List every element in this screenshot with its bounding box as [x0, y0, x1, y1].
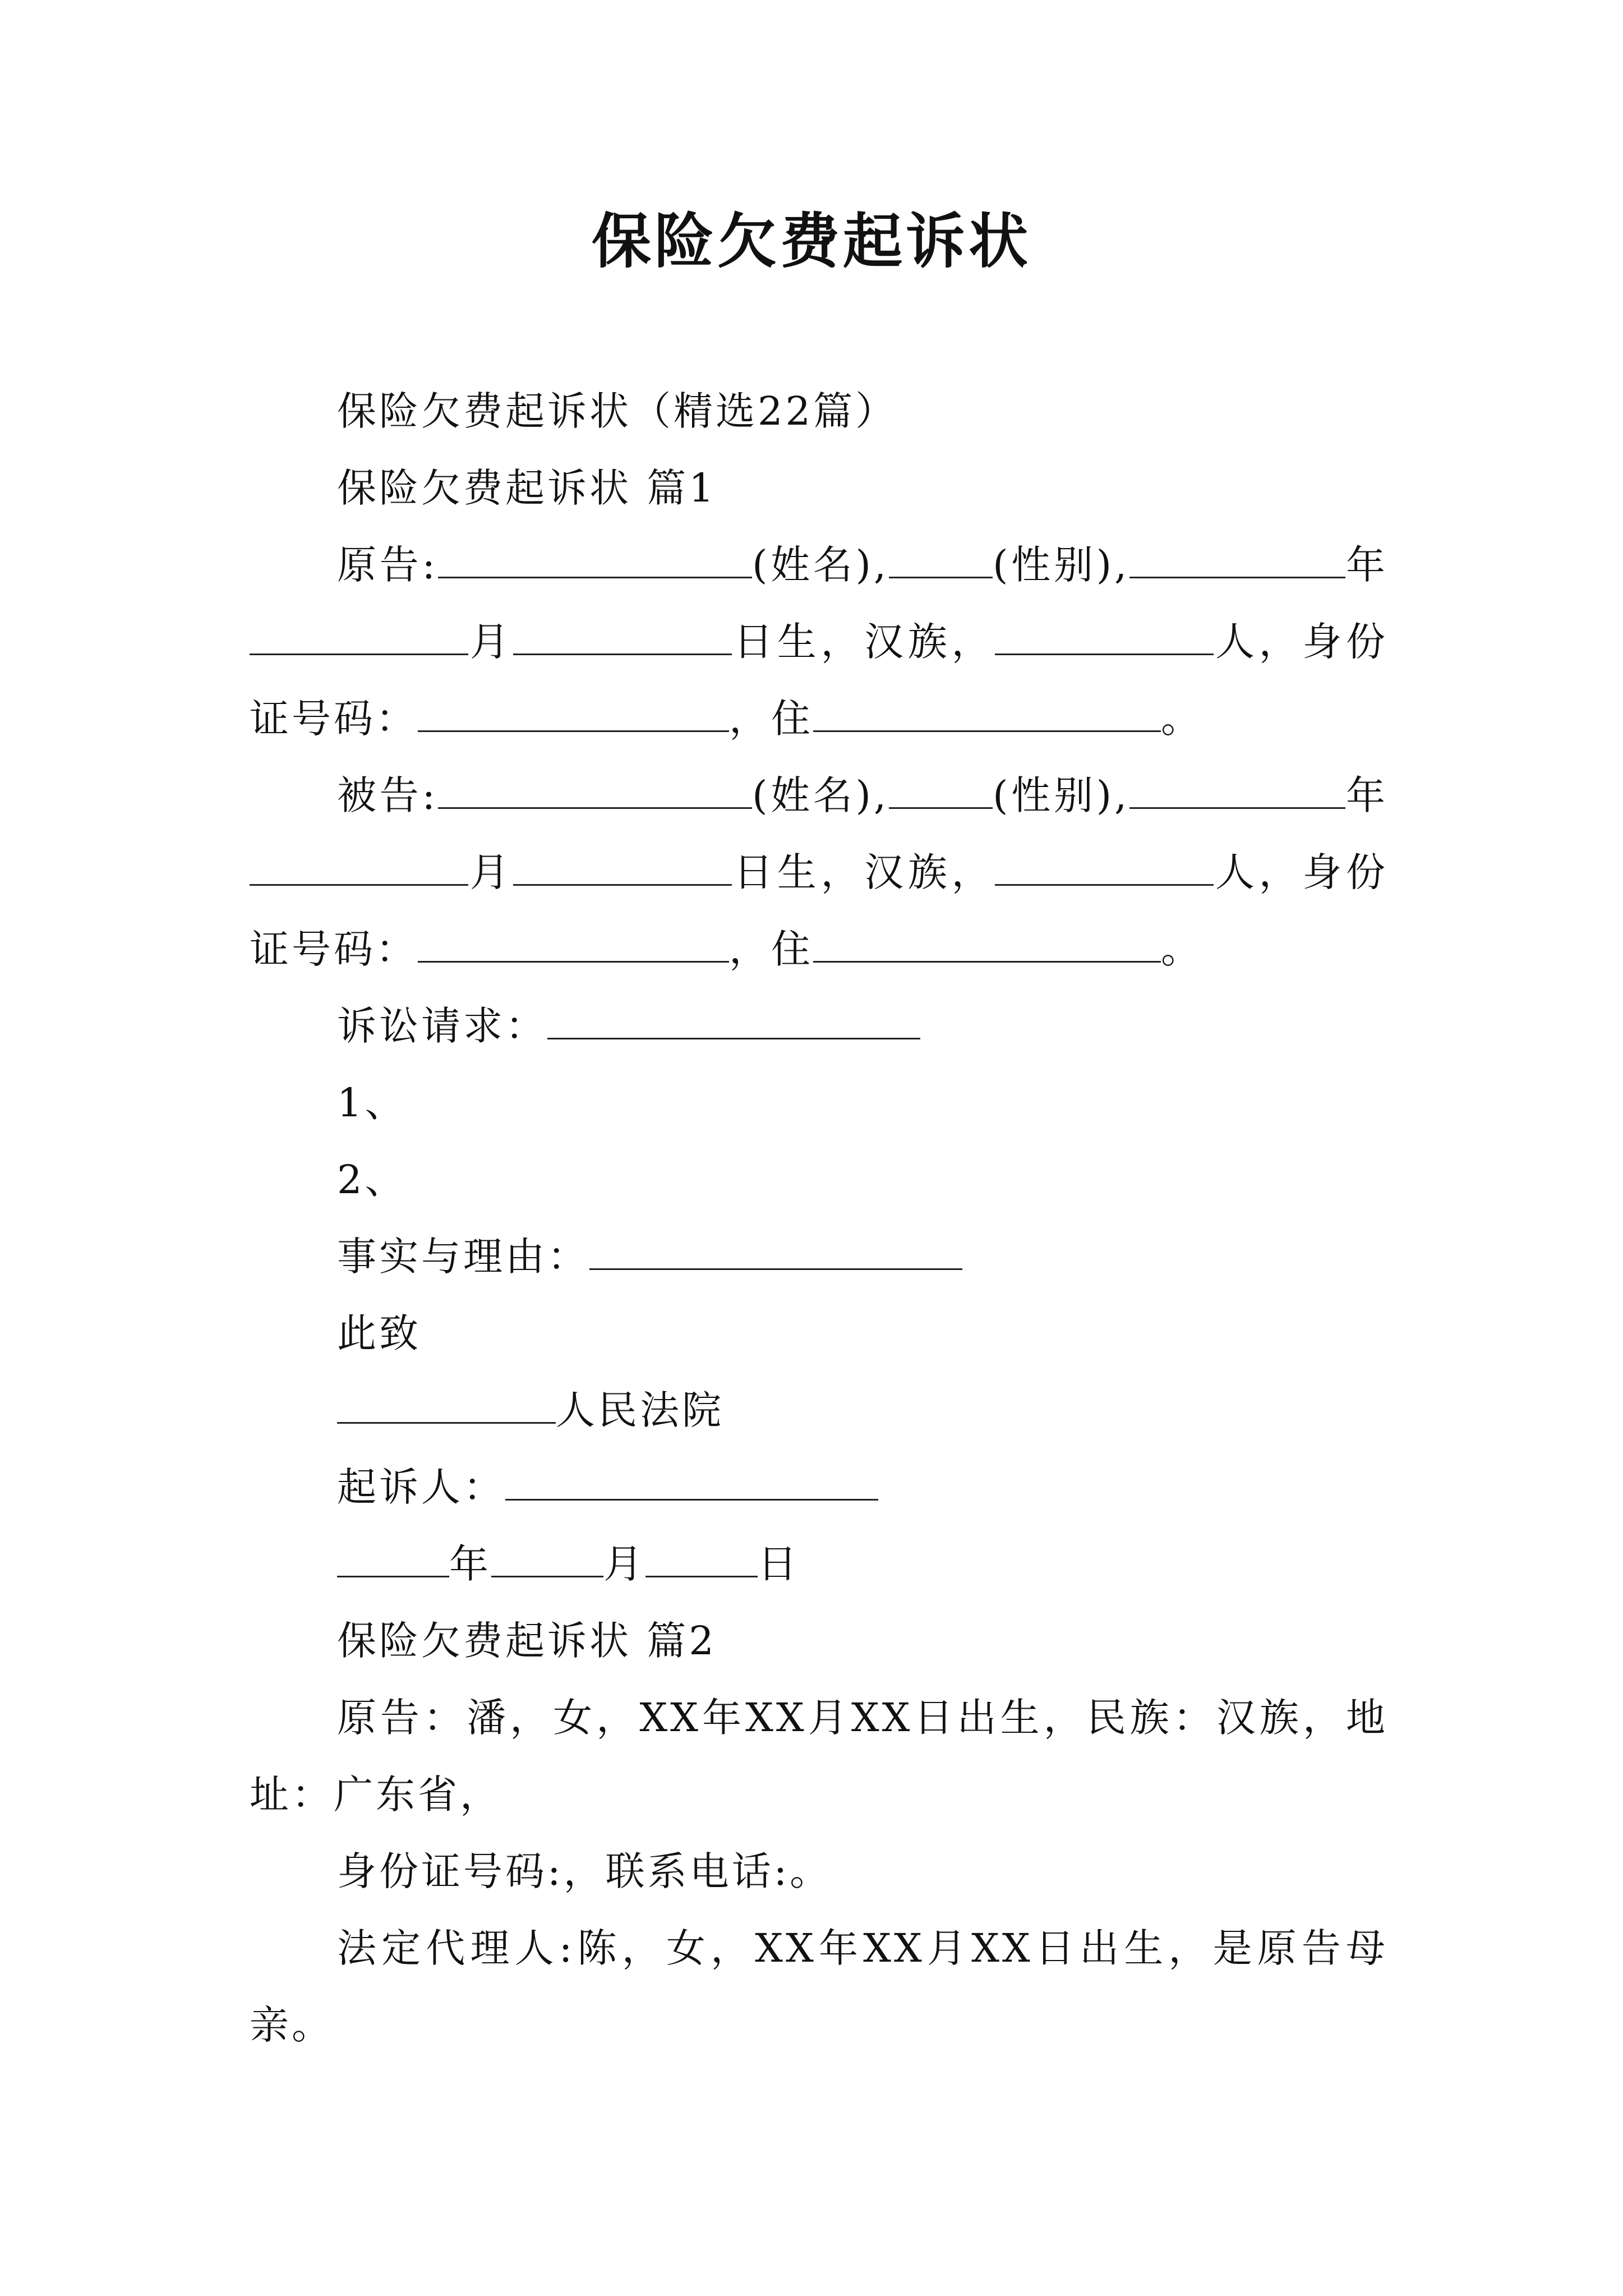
- month-label: 月: [468, 619, 514, 665]
- blank-field: [889, 775, 993, 809]
- claims-label: 诉讼请求：: [337, 1003, 547, 1049]
- blank-field: [813, 928, 1161, 963]
- signature-line: [250, 1449, 1388, 1526]
- blank-field: [491, 1543, 603, 1577]
- gender-label: (性别),: [993, 772, 1130, 818]
- defendant-paragraph: [250, 757, 1388, 988]
- facts-line: [250, 1218, 1388, 1295]
- blank-field: [438, 775, 752, 809]
- court-line: [250, 1372, 1388, 1449]
- blank-field: [505, 1466, 878, 1501]
- blank-field: [589, 1236, 962, 1270]
- claim-item-2: 2、: [337, 1157, 407, 1203]
- blank-field: [995, 852, 1214, 886]
- blank-field: [995, 621, 1214, 655]
- defendant-label: 被告:: [337, 772, 439, 818]
- plaintiff-paragraph: [250, 527, 1388, 757]
- claim-item-1: 1、: [337, 1080, 407, 1126]
- year-label: 年: [1345, 542, 1389, 588]
- blank-field: [418, 698, 729, 732]
- period: 。: [1161, 696, 1203, 742]
- id-label: 人，身份证号码：: [250, 849, 1389, 972]
- blank-field: [438, 544, 752, 578]
- date-day-label: 日: [758, 1541, 800, 1587]
- section-heading-2: 保险欠费起诉状 篇2: [337, 1618, 717, 1664]
- name-label: (姓名),: [752, 772, 889, 818]
- month-label: 月: [468, 849, 514, 895]
- birth-label: 日生，汉族，: [732, 619, 995, 665]
- blank-field: [513, 852, 732, 886]
- contact-info-2: 身份证号码:，联系电话:。: [337, 1848, 832, 1894]
- plaintiff-info-2: 原告：潘，女，XX年XX月XX日出生，民族：汉族，地址：广东省，: [250, 1695, 1388, 1818]
- date-line: [250, 1526, 1388, 1603]
- signature-label: 起诉人：: [337, 1464, 505, 1510]
- blank-field: [418, 928, 729, 963]
- plaintiff-label: 原告:: [337, 542, 439, 588]
- year-label: 年: [1345, 772, 1389, 818]
- blank-field: [889, 544, 993, 578]
- blank-field: [337, 1389, 556, 1424]
- document-body: [250, 373, 1388, 2064]
- blank-field: [250, 621, 468, 655]
- blank-field: [813, 698, 1161, 732]
- date-month-label: 月: [603, 1541, 645, 1587]
- blank-field: [1129, 775, 1345, 809]
- document-title: 保险欠费起诉状: [592, 206, 1031, 276]
- name-label: (姓名),: [752, 542, 889, 588]
- gender-label: (性别),: [993, 542, 1130, 588]
- blank-field: [513, 621, 732, 655]
- greeting-line: 此致: [337, 1310, 421, 1356]
- blank-field: [337, 1543, 449, 1577]
- court-label: 人民法院: [556, 1387, 724, 1433]
- address-label: ，住: [729, 696, 813, 742]
- blank-field: [1129, 544, 1345, 578]
- blank-field: [250, 852, 468, 886]
- period: 。: [1161, 926, 1203, 972]
- document-subtitle: 保险欠费起诉状（精选22篇）: [337, 388, 898, 434]
- facts-label: 事实与理由：: [337, 1234, 589, 1280]
- id-label: 人，身份证号码：: [250, 619, 1389, 742]
- section-heading-1: 保险欠费起诉状 篇1: [337, 465, 717, 511]
- blank-field: [547, 1005, 920, 1039]
- birth-label: 日生，汉族，: [732, 849, 995, 895]
- blank-field: [645, 1543, 758, 1577]
- legal-representative-2: 法定代理人:陈，女，XX年XX月XX日出生，是原告母亲。: [250, 1925, 1388, 2048]
- claims-line: [250, 988, 1388, 1065]
- date-year-label: 年: [449, 1541, 491, 1587]
- address-label: ，住: [729, 926, 813, 972]
